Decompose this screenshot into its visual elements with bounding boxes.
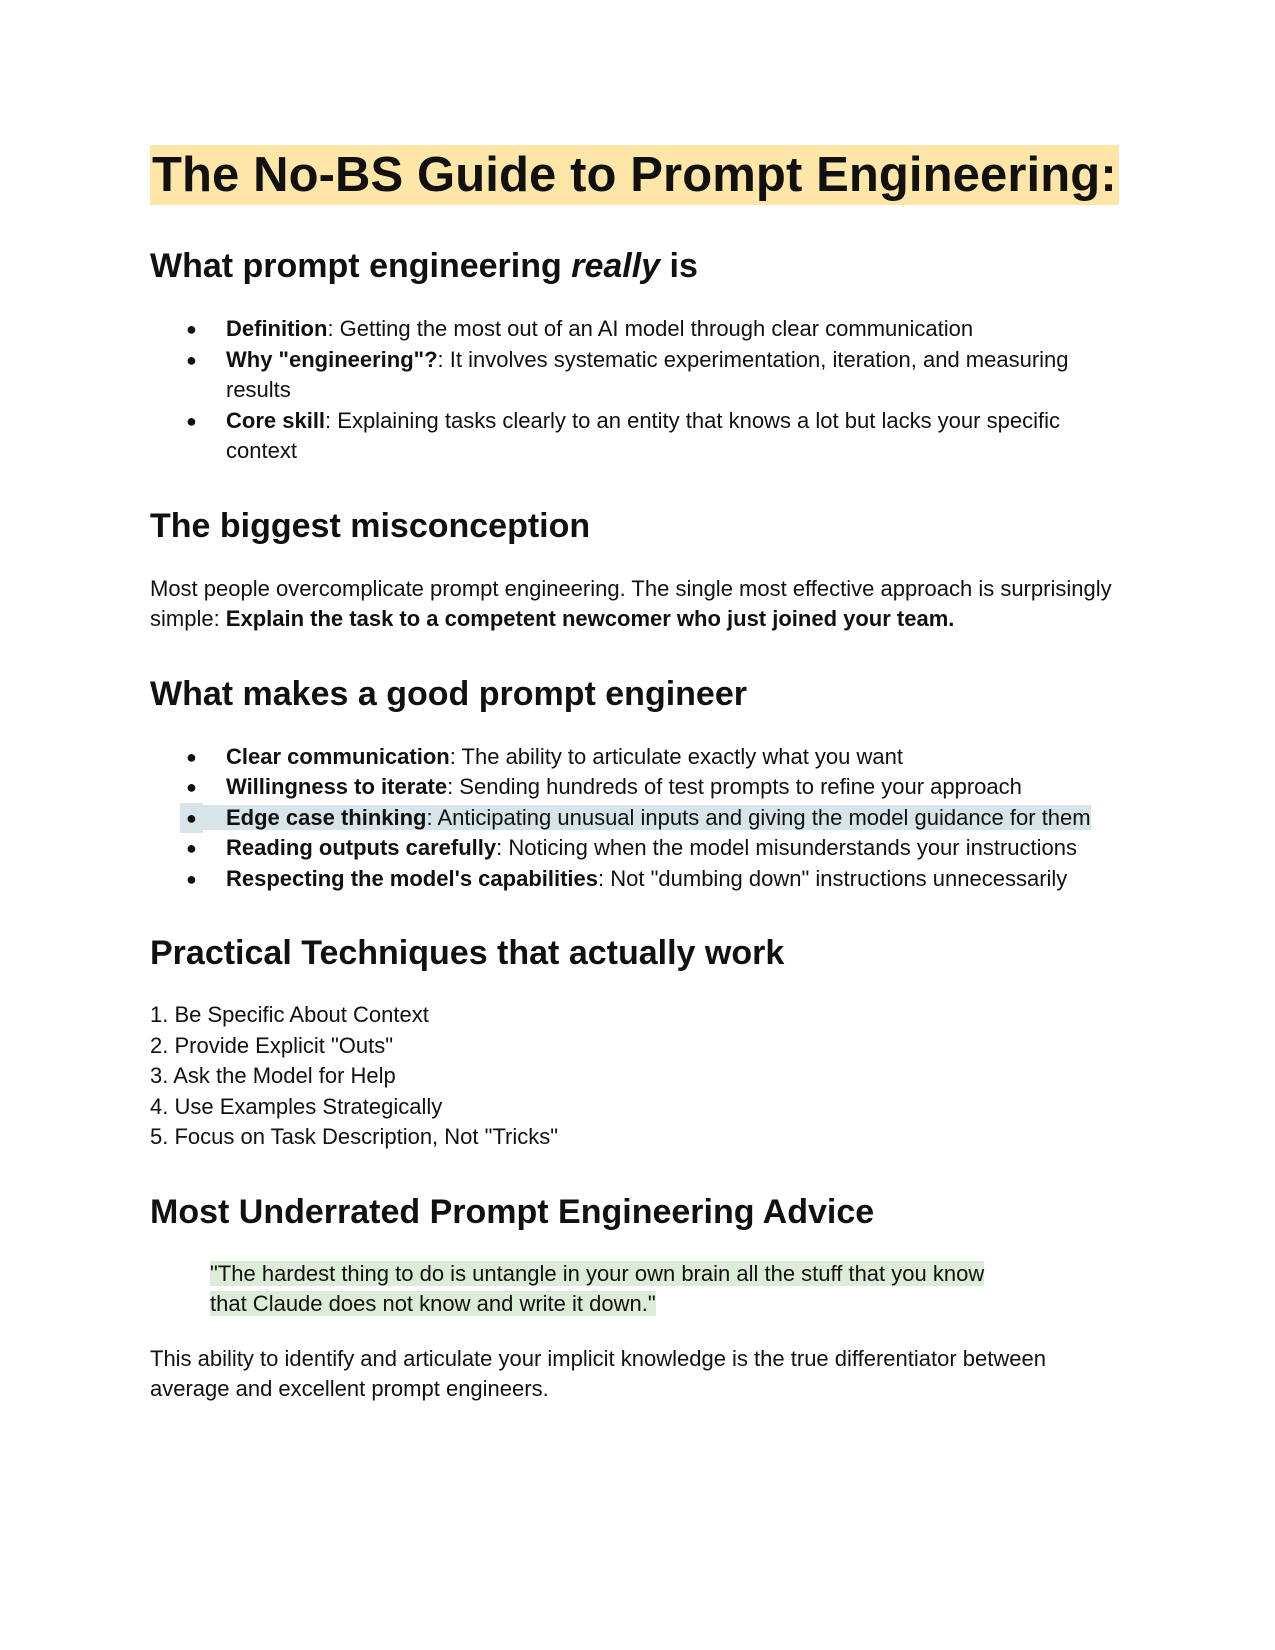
list-item	[150, 772, 1130, 803]
technique-item: 2. Provide Explicit "Outs"	[150, 1032, 394, 1058]
bullet-icon: ●	[186, 838, 197, 858]
list-item	[150, 742, 1130, 773]
paragraph-text: Most people overcomplicate prompt engineering. The single most effective approach is surprisingly simple:	[150, 575, 1112, 631]
item-text: : Explaining tasks clearly to an entity that knows a lot but lacks your specific context	[226, 407, 1060, 463]
list-item	[150, 833, 1130, 864]
quote-text: "The hardest thing to do is untangle in your own brain all the stuff that you know that Claude does not know and write it down."	[210, 1260, 985, 1316]
technique-item: 4. Use Examples Strategically	[150, 1093, 443, 1119]
bullet-icon: ●	[180, 803, 203, 834]
section-heading-good-engineer: What makes a good prompt engineer	[150, 674, 747, 713]
techniques-list	[150, 1000, 1130, 1153]
qualities-list	[150, 742, 1130, 895]
technique-item: 3. Ask the Model for Help	[150, 1063, 396, 1088]
item-term: Edge case thinking	[226, 804, 427, 830]
item-term: Definition	[226, 316, 328, 341]
item-text: : Noticing when the model misunderstands your instructions	[496, 835, 1077, 860]
list-item	[150, 864, 1130, 895]
list-item	[150, 406, 1130, 467]
bullet-icon: ●	[186, 319, 197, 339]
item-term: Clear communication	[226, 743, 450, 769]
bullet-icon: ●	[186, 777, 197, 797]
item-term: Why "engineering"?	[226, 346, 438, 372]
heading-part: is	[660, 247, 698, 285]
section-heading-advice: Most Underrated Prompt Engineering Advice	[150, 1192, 875, 1231]
bullet-icon: ●	[186, 746, 197, 767]
paragraph-bold: Explain the task to a competent newcomer who just joined your team.	[225, 606, 955, 631]
item-term: Respecting the model's capabilities	[226, 865, 599, 891]
item-text: : It involves systematic experimentation, iteration, and measuring results	[226, 346, 1069, 402]
item-term: Reading outputs carefully	[226, 835, 497, 860]
list-item	[150, 314, 1130, 345]
item-text: : The ability to articulate exactly what you want	[449, 743, 903, 769]
list-item	[150, 345, 1130, 406]
section-heading-misconception: The biggest misconception	[150, 506, 591, 545]
document-title: The No-BS Guide to Prompt Engineering:	[150, 145, 1119, 205]
bullet-icon: ●	[186, 410, 197, 431]
section-heading-techniques: Practical Techniques that actually work	[150, 934, 785, 972]
closing-paragraph: This ability to identify and articulate your implicit knowledge is the true differentiator between average and excellent prompt engineers.	[150, 1345, 1046, 1401]
advice-quote	[210, 1259, 1010, 1320]
item-text: : Anticipating unusual inputs and giving the model guidance for them	[426, 804, 1091, 830]
document-page	[150, 145, 1130, 1405]
definition-list	[150, 314, 1130, 467]
list-item-highlighted	[150, 803, 1130, 834]
technique-item: 1. Be Specific About Context	[150, 1002, 429, 1027]
item-text: : Sending hundreds of test prompts to refine your approach	[447, 774, 1022, 799]
bullet-icon: ●	[186, 868, 197, 889]
heading-italic-really: really	[571, 247, 661, 285]
item-text: : Getting the most out of an AI model through clear communication	[327, 316, 974, 341]
item-text: : Not "dumbing down" instructions unnecessarily	[598, 865, 1068, 891]
heading-part: What prompt engineering	[150, 247, 572, 285]
section-heading-what-it-is	[150, 245, 1130, 287]
misconception-paragraph	[150, 574, 1130, 635]
technique-item: 5. Focus on Task Description, Not "Tricks"	[150, 1124, 559, 1149]
item-term: Core skill	[226, 407, 326, 433]
bullet-icon: ●	[186, 349, 197, 370]
item-term: Willingness to iterate	[226, 774, 448, 799]
